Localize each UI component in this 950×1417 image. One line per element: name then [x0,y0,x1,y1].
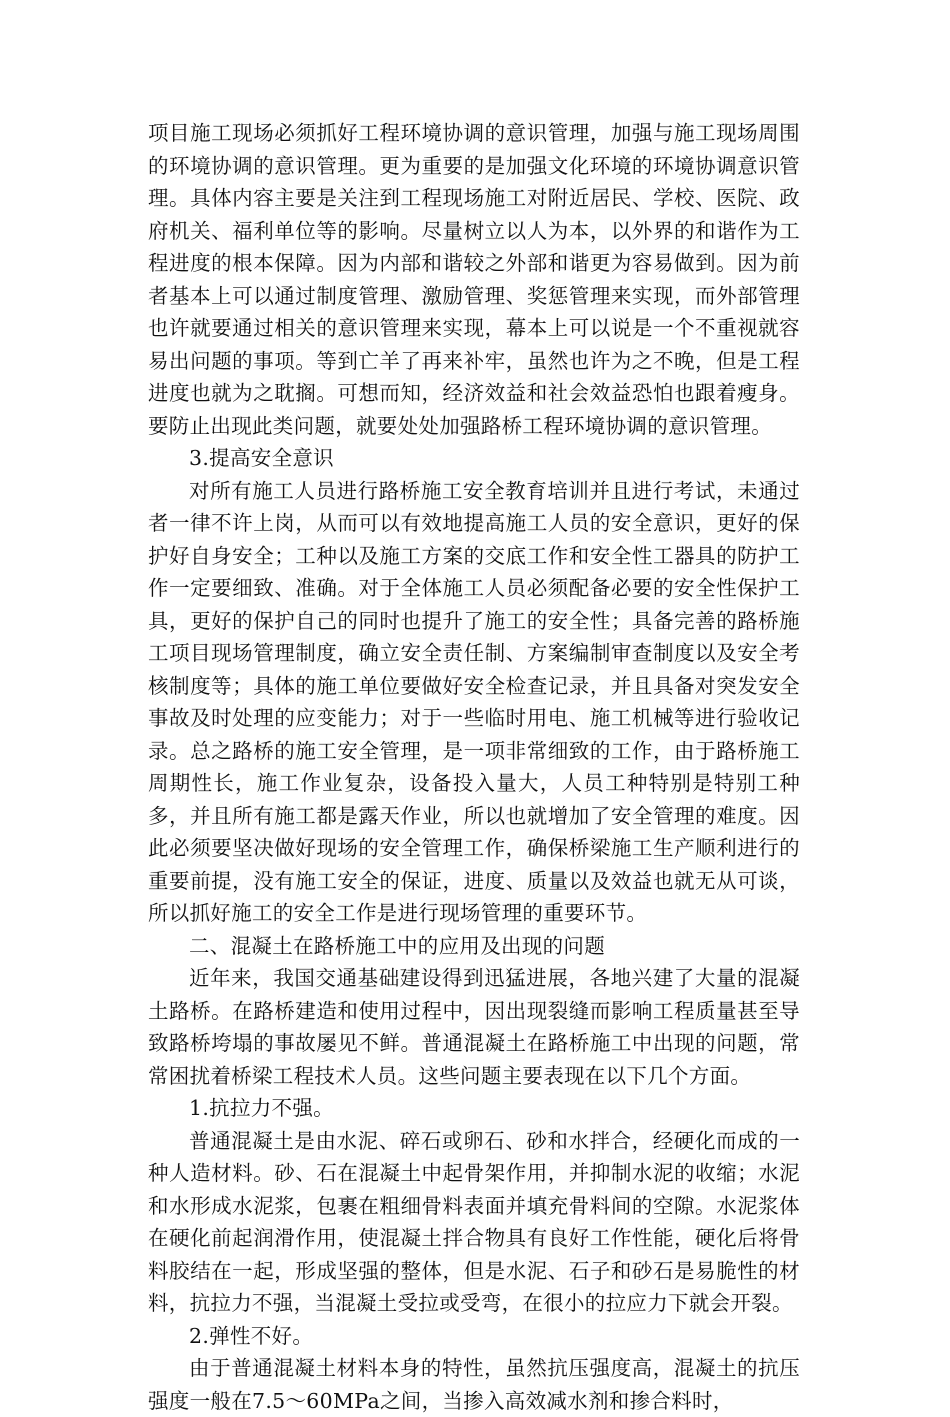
paragraph-safety-management: 对所有施工人员进行路桥施工安全教育培训并且进行考试，未通过者一律不许上岗，从而可以有效地提高施工人员的安全意识，更好的保护好自身安全；工种以及施工方案的交底工作和安全性工器具的防护工作一定要细致、准确。对于全体施工人员必须配备必要的安全性保护工具，更好的保护自己的同时也提升了施工的安全性；具备完善的路桥施工项目现场管理制度，确立安全责任制、方案编制审查制度以及安全考核制度等；具体的施工单位要做好安全检查记录，并且具备对突发安全事故及时处理的应变能力；对于一些临时用电、施工机械等进行验收记录。总之路桥的施工安全管理，是一项非常细致的工作，由于路桥施工周期性长，施工作业复杂，设备投入量大，人员工种特别是特别工种多，并且所有施工都是露天作业，所以也就增加了安全管理的难度。因此必须要坚决做好现场的安全管理工作，确保桥梁施工生产顺利进行的重要前提，没有施工安全的保证，进度、质量以及效益也就无从可谈，所以抓好施工的安全工作是进行现场管理的重要环节。 [148,478,800,925]
heading-tensile-strength: 1.抗拉力不强。 [189,1096,334,1120]
paragraph-elasticity: 由于普通混凝土材料本身的特性，虽然抗压强度高，混凝土的抗压强度一般在7.5～60MPa之间，当掺入高效减水剂和掺合料时， [148,1356,800,1413]
paragraph-tensile-strength: 普通混凝土是由水泥、碎石或卵石、砂和水拌合，经硬化而成的一种人造材料。砂、石在混凝土中起骨架作用，并抑制水泥的收缩；水泥和水形成水泥浆，包裹在粗细骨料表面并填充骨料间的空隙。水泥浆体在硬化前起润滑作用，使混凝土拌合物具有良好工作性能，硬化后将骨料胶结在一起，形成坚强的整体，但是水泥、石子和砂石是易脆性的材料，抗拉力不强，当混凝土受拉或受弯，在很小的拉应力下就会开裂。 [148,1128,800,1315]
document-body [148,117,800,1417]
heading-concrete-application: 二、混凝土在路桥施工中的应用及出现的问题 [189,933,605,958]
heading-elasticity: 2.弹性不好。 [189,1323,314,1348]
heading-safety-awareness: 3.提高安全意识 [189,446,334,470]
paragraph-concrete-problems: 近年来，我国交通基础建设得到迅猛进展，各地兴建了大量的混凝土路桥。在路桥建造和使用过程中，因出现裂缝而影响工程质量甚至导致路桥垮塌的事故屡见不鲜。普通混凝土在路桥施工中出现的问题，常常困扰着桥梁工程技术人员。这些问题主要表现在以下几个方面。 [148,966,800,1088]
paragraph-environment-coordination: 项目施工现场必须抓好工程环境协调的意识管理，加强与施工现场周围的环境协调的意识管理。更为重要的是加强文化环境的环境协调意识管理。具体内容主要是关注到工程现场施工对附近居民、学校、医院、政府机关、福利单位等的影响。尽量树立以人为本，以外界的和谐作为工程进度的根本保障。因为内部和谐较之外部和谐更为容易做到。因为前者基本上可以通过制度管理、激励管理、奖惩管理来实现，而外部管理也许就要通过相关的意识管理来实现，幕本上可以说是一个不重视就容易出问题的事项。等到亡羊了再来补牢，虽然也许为之不晚，但是工程进度也就为之耽搁。可想而知，经济效益和社会效益恐怕也跟着瘦身。要防止出现此类问题，就要处处加强路桥工程环境协调的意识管理。 [148,121,800,438]
